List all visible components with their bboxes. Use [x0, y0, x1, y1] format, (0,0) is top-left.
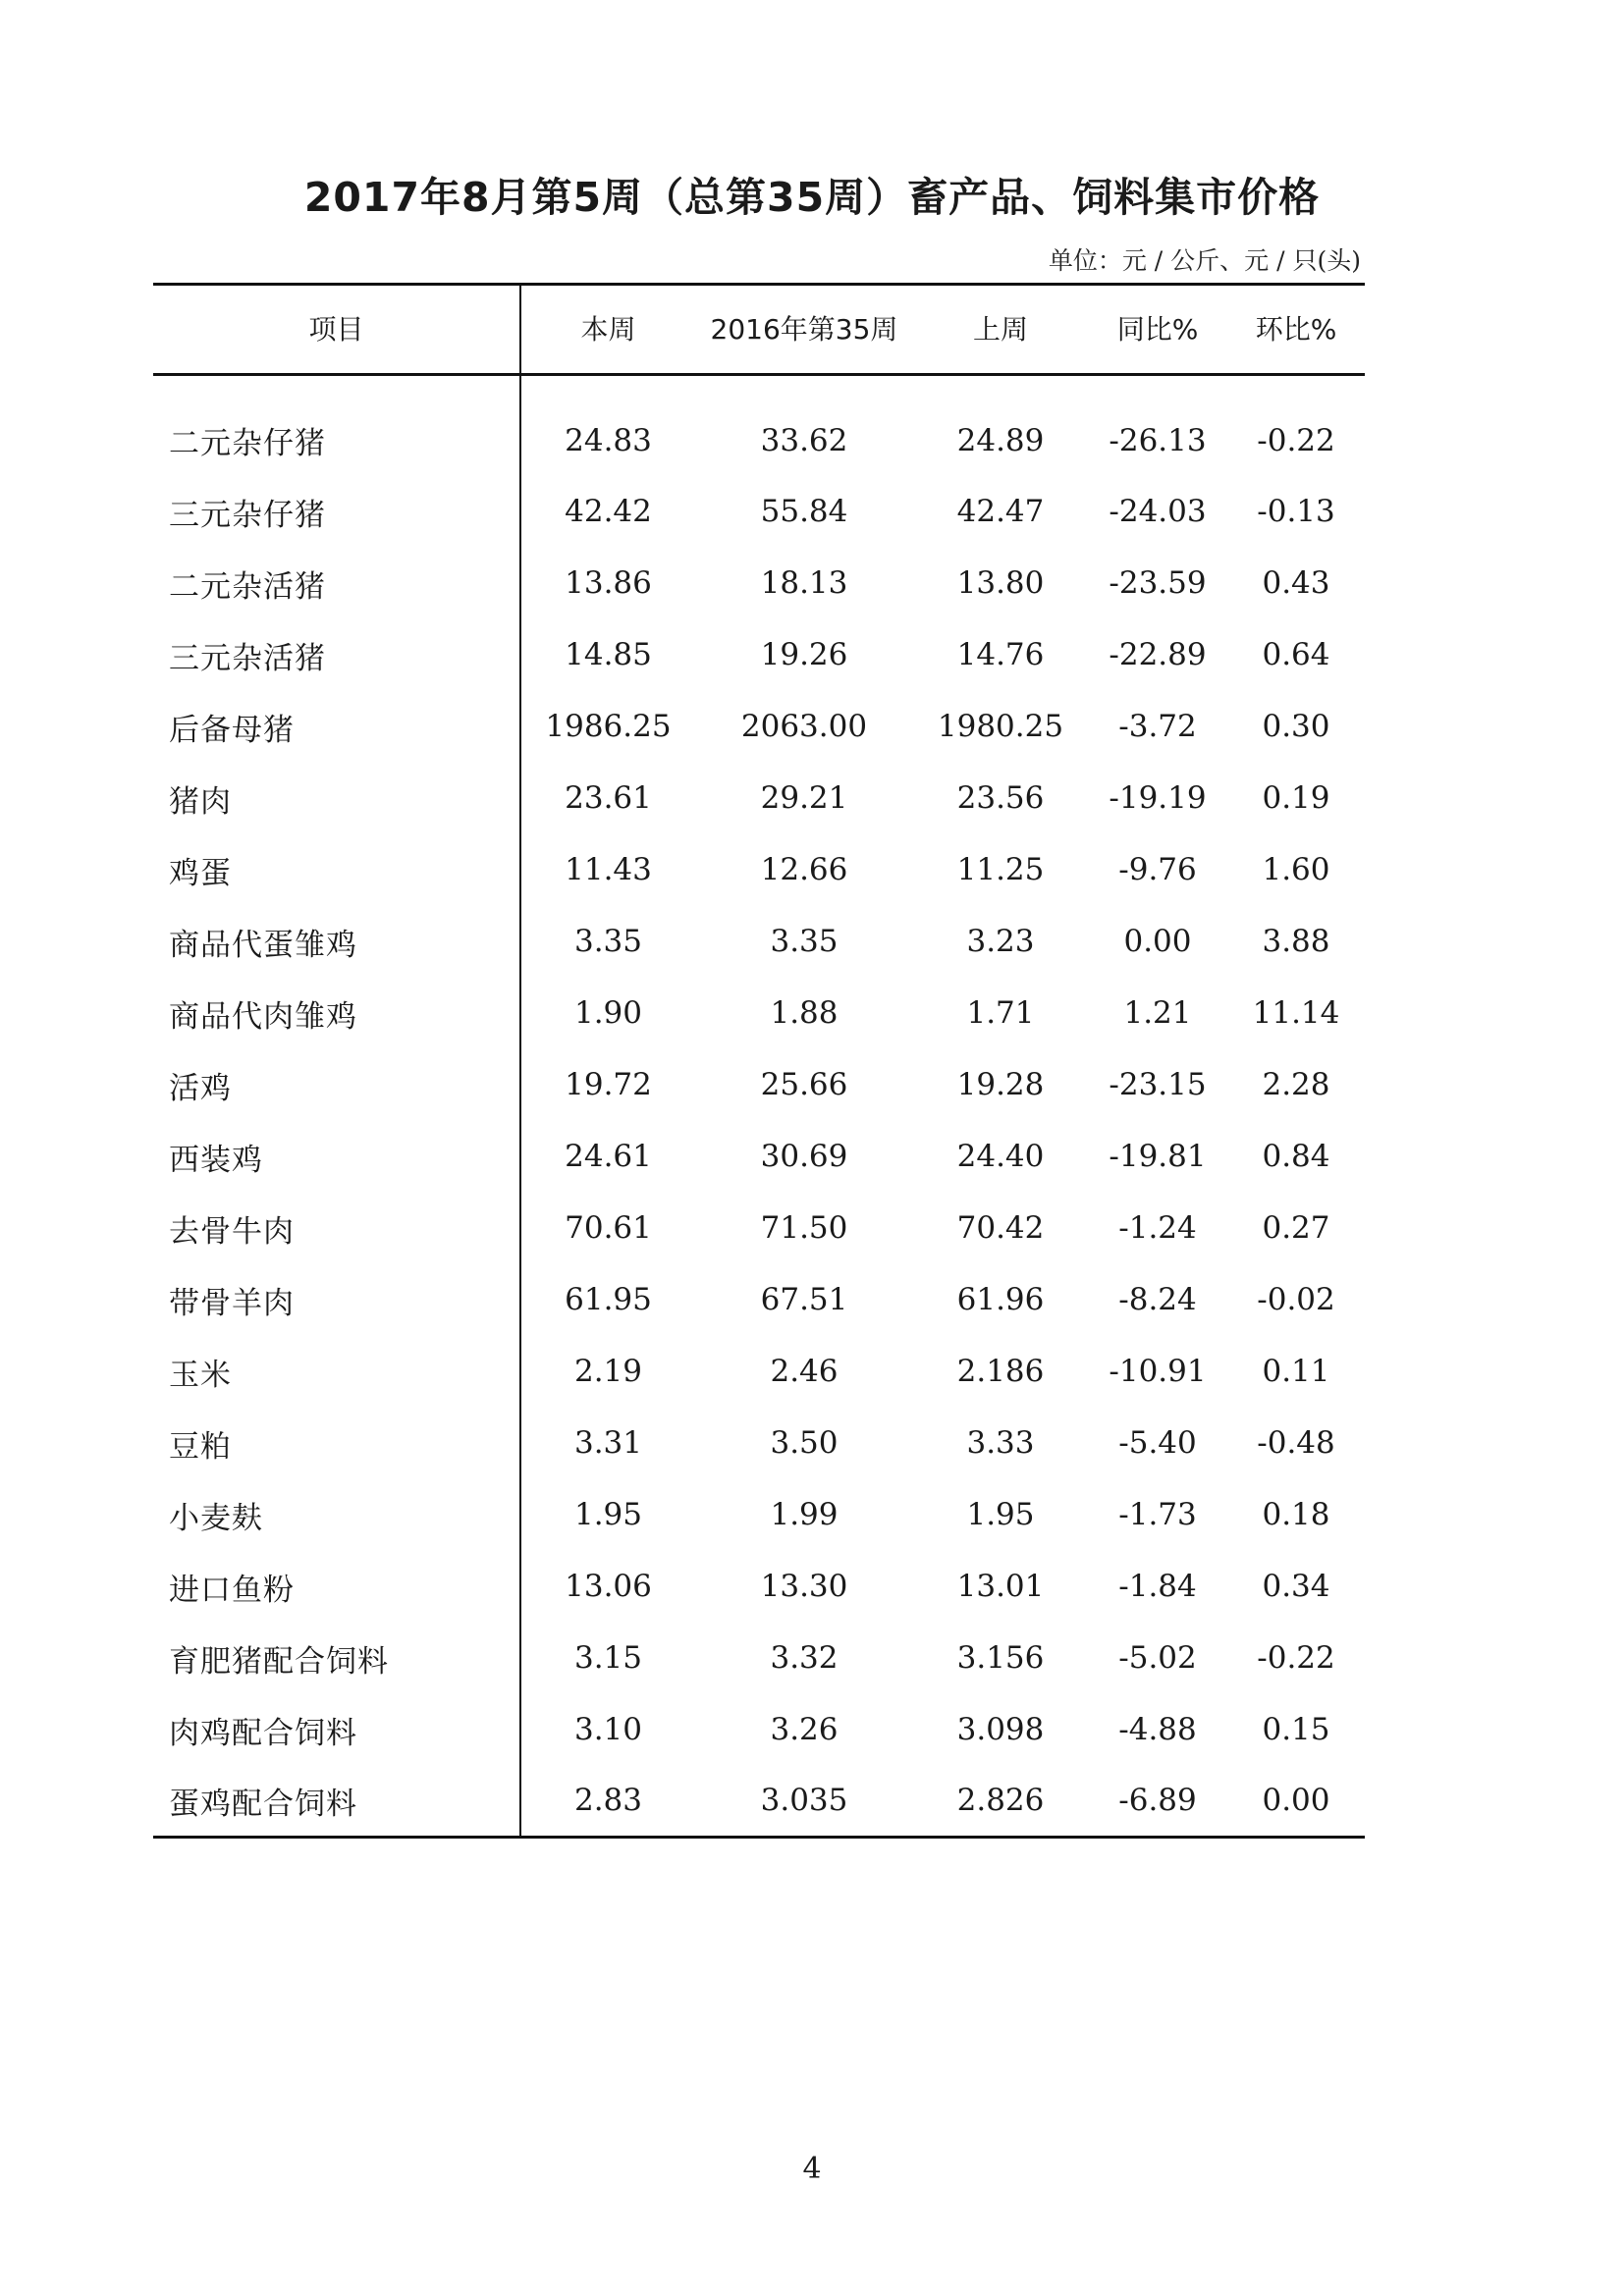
page-number: 4	[802, 2152, 822, 2186]
yoy-cell: -5.40	[1118, 1425, 1197, 1461]
table-row	[153, 834, 1365, 906]
mom-cell: 0.30	[1262, 709, 1330, 744]
this-week-cell: 11.43	[565, 852, 652, 887]
yoy-cell: -24.03	[1109, 494, 1207, 529]
last-year-cell: 12.66	[760, 852, 848, 887]
mom-cell: 0.84	[1262, 1139, 1330, 1174]
last-year-cell: 18.13	[760, 565, 848, 601]
yoy-cell: -3.72	[1118, 709, 1197, 744]
table-row	[153, 1551, 1365, 1623]
table-row	[153, 1264, 1365, 1336]
table-row	[153, 978, 1365, 1049]
yoy-cell: -5.02	[1118, 1640, 1197, 1676]
item-name-cell: 猪肉	[153, 763, 520, 834]
last-year-cell: 55.84	[760, 494, 848, 529]
last-year-cell: 3.50	[770, 1425, 839, 1461]
table-body	[153, 375, 1365, 1838]
table-row	[153, 1694, 1365, 1766]
this-week-cell: 24.61	[565, 1139, 652, 1174]
mom-cell: 0.43	[1262, 565, 1330, 601]
header-last-year: 2016年第35周	[695, 285, 913, 375]
last-week-cell: 23.56	[956, 780, 1045, 816]
item-name-cell: 肉鸡配合饲料	[153, 1694, 520, 1766]
last-year-cell: 3.035	[695, 1766, 913, 1838]
mom-cell: -0.22	[1257, 1640, 1335, 1676]
mom-cell: 0.11	[1262, 1354, 1330, 1389]
mom-cell: 0.27	[1262, 1210, 1330, 1246]
this-week-cell: 1986.25	[545, 709, 672, 744]
this-week-cell: 3.15	[573, 1640, 643, 1676]
item-name-cell: 活鸡	[153, 1049, 520, 1121]
item-name-cell: 鸡蛋	[153, 834, 520, 906]
yoy-cell: 1.21	[1123, 995, 1192, 1031]
item-name-cell: 去骨牛肉	[153, 1193, 520, 1264]
yoy-cell: -23.59	[1109, 565, 1207, 601]
this-week-cell: 13.06	[565, 1569, 652, 1604]
mom-cell: 0.15	[1262, 1712, 1330, 1747]
item-name-cell: 商品代蛋雏鸡	[153, 906, 520, 978]
header-this-week: 本周	[520, 285, 695, 375]
mom-cell: 0.00	[1227, 1766, 1365, 1838]
header-item: 项目	[153, 285, 520, 375]
yoy-cell: -22.89	[1109, 637, 1207, 672]
last-week-cell: 24.40	[956, 1139, 1045, 1174]
mom-cell: -0.02	[1257, 1282, 1335, 1317]
header-row	[153, 285, 1365, 375]
unit-note: 单位：元 / 公斤、元 / 只(头)	[1048, 246, 1361, 275]
item-name-cell: 二元杂仔猪	[153, 375, 520, 476]
table-row	[153, 1121, 1365, 1193]
last-year-cell: 1.99	[770, 1497, 839, 1532]
table-row	[153, 763, 1365, 834]
last-year-cell: 67.51	[760, 1282, 848, 1317]
last-year-cell: 3.35	[770, 924, 839, 959]
this-week-cell: 19.72	[565, 1067, 652, 1102]
item-name-cell: 二元杂活猪	[153, 548, 520, 619]
item-name-cell: 育肥猪配合饲料	[153, 1623, 520, 1694]
this-week-cell: 1.90	[573, 995, 643, 1031]
last-year-cell: 71.50	[760, 1210, 848, 1246]
last-year-cell: 33.62	[760, 422, 848, 458]
this-week-cell: 3.35	[573, 924, 643, 959]
mom-cell: 1.60	[1262, 852, 1330, 887]
last-week-cell: 2.186	[956, 1354, 1045, 1389]
item-name-cell: 三元杂活猪	[153, 619, 520, 691]
yoy-cell: -8.24	[1118, 1282, 1197, 1317]
last-year-cell: 1.88	[770, 995, 839, 1031]
mom-cell: 2.28	[1262, 1067, 1330, 1102]
yoy-cell: -1.24	[1118, 1210, 1197, 1246]
last-week-cell: 70.42	[956, 1210, 1045, 1246]
last-week-cell: 3.156	[956, 1640, 1045, 1676]
mom-cell: 11.14	[1252, 995, 1340, 1031]
yoy-cell: 0.00	[1123, 924, 1192, 959]
this-week-cell: 3.10	[573, 1712, 643, 1747]
mom-cell: -0.13	[1257, 494, 1335, 529]
this-week-cell: 23.61	[565, 780, 652, 816]
last-week-cell: 3.098	[956, 1712, 1045, 1747]
item-name-cell: 带骨羊肉	[153, 1264, 520, 1336]
item-name-cell: 小麦麸	[153, 1479, 520, 1551]
last-year-cell: 3.26	[770, 1712, 839, 1747]
last-week-cell: 1.95	[966, 1497, 1035, 1532]
last-year-cell: 25.66	[760, 1067, 848, 1102]
this-week-cell: 1.95	[573, 1497, 643, 1532]
last-week-cell: 3.33	[966, 1425, 1035, 1461]
last-week-cell: 3.23	[966, 924, 1035, 959]
item-name-cell: 后备母猪	[153, 691, 520, 763]
item-name-cell: 豆粕	[153, 1408, 520, 1479]
yoy-cell: -6.89	[1088, 1766, 1227, 1838]
mom-cell: -0.48	[1257, 1425, 1335, 1461]
last-week-cell: 61.96	[956, 1282, 1045, 1317]
item-name-cell: 三元杂仔猪	[153, 476, 520, 548]
last-year-cell: 2063.00	[740, 709, 868, 744]
this-week-cell: 42.42	[565, 494, 652, 529]
page-title: 2017年8月第5周（总第35周）畜产品、饲料集市价格	[303, 174, 1321, 221]
last-year-cell: 19.26	[760, 637, 848, 672]
header-yoy: 同比%	[1088, 285, 1227, 375]
table-row	[153, 375, 1365, 476]
yoy-cell: -19.19	[1109, 780, 1207, 816]
this-week-cell: 14.85	[565, 637, 652, 672]
yoy-cell: -26.13	[1109, 422, 1207, 458]
last-year-cell: 3.32	[770, 1640, 839, 1676]
mom-cell: 0.64	[1262, 637, 1330, 672]
last-week-cell: 24.89	[956, 422, 1045, 458]
header-last-week: 上周	[913, 285, 1088, 375]
price-table	[153, 283, 1365, 1839]
last-week-cell: 19.28	[956, 1067, 1045, 1102]
mom-cell: -0.22	[1257, 422, 1335, 458]
item-name-cell: 商品代肉雏鸡	[153, 978, 520, 1049]
item-name-cell: 西装鸡	[153, 1121, 520, 1193]
last-year-cell: 29.21	[760, 780, 848, 816]
table-row	[153, 476, 1365, 548]
item-name-cell: 蛋鸡配合饲料	[153, 1766, 520, 1838]
last-year-cell: 30.69	[760, 1139, 848, 1174]
table-row	[153, 1336, 1365, 1408]
last-week-cell: 13.01	[956, 1569, 1045, 1604]
table-row	[153, 1049, 1365, 1121]
table-row	[153, 619, 1365, 691]
this-week-cell: 3.31	[573, 1425, 643, 1461]
this-week-cell: 70.61	[565, 1210, 652, 1246]
yoy-cell: -19.81	[1109, 1139, 1207, 1174]
yoy-cell: -1.84	[1118, 1569, 1197, 1604]
this-week-cell: 61.95	[565, 1282, 652, 1317]
mom-cell: 0.19	[1262, 780, 1330, 816]
this-week-cell: 2.19	[573, 1354, 643, 1389]
this-week-cell: 2.83	[520, 1766, 695, 1838]
last-week-cell: 1.71	[966, 995, 1035, 1031]
mom-cell: 3.88	[1262, 924, 1330, 959]
last-week-cell: 42.47	[956, 494, 1045, 529]
last-week-cell: 2.826	[913, 1766, 1088, 1838]
table-row	[153, 1623, 1365, 1694]
last-year-cell: 13.30	[760, 1569, 848, 1604]
mom-cell: 0.34	[1262, 1569, 1330, 1604]
last-year-cell: 2.46	[770, 1354, 839, 1389]
last-week-cell: 1980.25	[937, 709, 1064, 744]
header-mom: 环比%	[1227, 285, 1365, 375]
table-row	[153, 1479, 1365, 1551]
table-row	[153, 906, 1365, 978]
last-week-cell: 11.25	[956, 852, 1045, 887]
this-week-cell: 24.83	[565, 422, 652, 458]
item-name-cell: 玉米	[153, 1336, 520, 1408]
table-row	[153, 1408, 1365, 1479]
last-week-cell: 14.76	[956, 637, 1045, 672]
mom-cell: 0.18	[1262, 1497, 1330, 1532]
yoy-cell: -4.88	[1118, 1712, 1197, 1747]
last-week-cell: 13.80	[956, 565, 1045, 601]
table-row	[153, 1766, 1365, 1838]
table-row	[153, 691, 1365, 763]
yoy-cell: -9.76	[1118, 852, 1197, 887]
yoy-cell: -10.91	[1109, 1354, 1207, 1389]
table-row	[153, 548, 1365, 619]
item-name-cell: 进口鱼粉	[153, 1551, 520, 1623]
yoy-cell: -23.15	[1109, 1067, 1207, 1102]
yoy-cell: -1.73	[1118, 1497, 1197, 1532]
this-week-cell: 13.86	[565, 565, 652, 601]
table-row	[153, 1193, 1365, 1264]
